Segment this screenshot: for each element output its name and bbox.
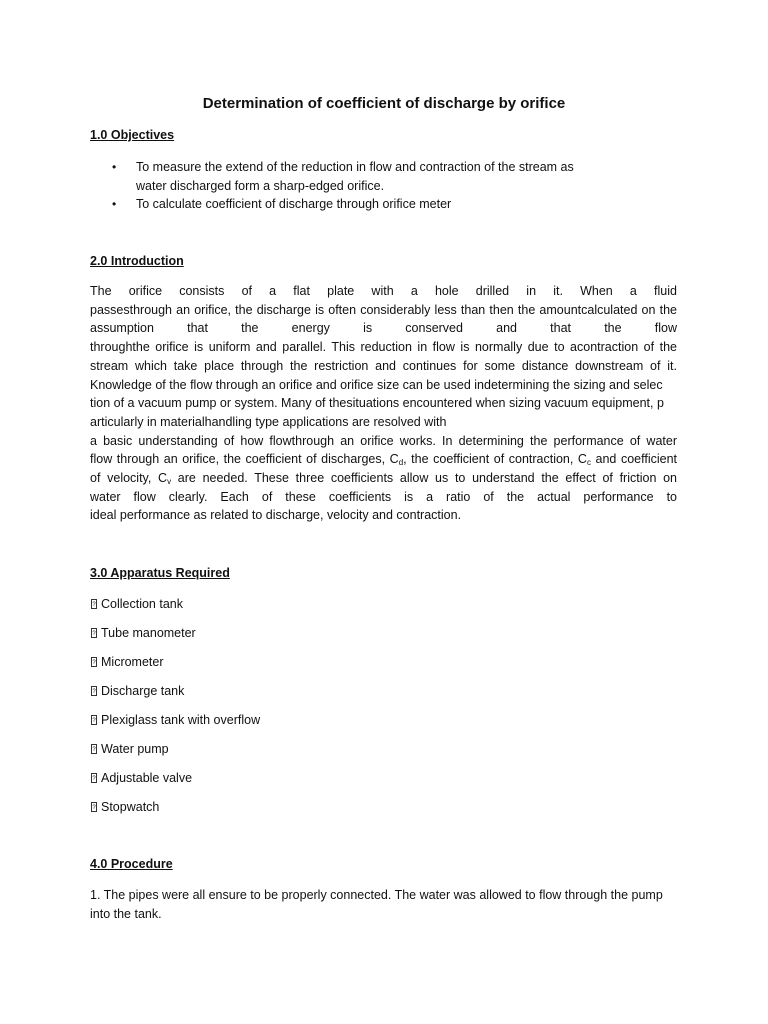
missing-glyph-icon: ? xyxy=(91,744,97,754)
apparatus-item: Stopwatch xyxy=(101,800,160,814)
procedure-heading: 4.0 Procedure xyxy=(90,857,173,871)
missing-glyph-icon: ? xyxy=(91,628,97,638)
intro-line xyxy=(90,469,677,488)
intro-line: throughthe orifice is uniform and parallel. This reduction in flow is normally due to acontraction of the xyxy=(90,340,677,355)
apparatus-item: Micrometer xyxy=(101,655,164,669)
apparatus-item: Tube manometer xyxy=(101,626,196,640)
apparatus-item: Collection tank xyxy=(101,597,183,611)
apparatus-list xyxy=(90,595,260,827)
apparatus-item: Discharge tank xyxy=(101,684,185,698)
list-item xyxy=(90,740,260,769)
document-title: Determination of coefficient of discharge by orifice xyxy=(202,95,566,112)
apparatus-heading: 3.0 Apparatus Required xyxy=(90,566,230,580)
list-item xyxy=(90,595,260,624)
introduction-heading: 2.0 Introduction xyxy=(90,254,184,268)
intro-line: a basic understanding of how flowthrough an orifice works. In determining the performance of water xyxy=(90,433,677,448)
missing-glyph-icon: ? xyxy=(91,599,97,609)
intro-line: stream which take place through the restriction and continues for some distance downstream of it. xyxy=(90,358,677,373)
subscript-d: d xyxy=(398,458,404,468)
intro-text: are needed. These three coefficients allow us to understand the effect of friction on xyxy=(171,471,678,486)
intro-line xyxy=(90,450,677,469)
missing-glyph-icon: ? xyxy=(91,657,97,667)
bullet-icon: • xyxy=(112,197,117,211)
apparatus-item: Adjustable valve xyxy=(101,771,193,785)
intro-text: and coefficient xyxy=(590,452,677,467)
missing-glyph-icon: ? xyxy=(91,802,97,812)
subscript-v: v xyxy=(167,477,172,487)
list-item xyxy=(90,798,260,827)
intro-line: water flow clearly. Each of these coefficients is a ratio of the actual performance to xyxy=(90,489,677,504)
list-item xyxy=(90,624,260,653)
intro-text: of velocity, C xyxy=(90,471,168,486)
objectives-heading: 1.0 Objectives xyxy=(90,128,175,142)
procedure-line: into the tank. xyxy=(90,906,162,921)
intro-text: , the coefficient of contraction, C xyxy=(403,452,587,467)
procedure-line: 1. The pipes were all ensure to be properly connected. The water was allowed to flow through the pump xyxy=(90,888,663,902)
list-item xyxy=(90,158,610,195)
intro-text: flow through an orifice, the coefficient of discharges, C xyxy=(90,452,399,467)
list-item xyxy=(90,682,260,711)
objective-text: water discharged form a sharp-edged orifice. xyxy=(136,178,385,193)
apparatus-item: Water pump xyxy=(101,742,169,756)
apparatus-item: Plexiglass tank with overflow xyxy=(101,713,261,727)
introduction-body xyxy=(90,282,677,525)
procedure-body xyxy=(90,886,677,923)
intro-line: assumption that the energy is conserved and that the flow xyxy=(90,321,677,336)
missing-glyph-icon: ? xyxy=(91,773,97,783)
intro-line: passesthrough an orifice, the discharge is often considerably less than then the amountcalculated on the xyxy=(90,302,677,317)
list-item xyxy=(90,653,260,682)
list-item xyxy=(90,769,260,798)
objective-text: To calculate coefficient of discharge through orifice meter xyxy=(136,197,452,211)
bullet-icon: • xyxy=(112,160,117,174)
list-item xyxy=(90,195,610,214)
list-item xyxy=(90,711,260,740)
intro-line: The orifice consists of a flat plate with a hole drilled in it. When a fluid xyxy=(90,284,677,298)
objective-text: To measure the extend of the reduction in flow and contraction of the stream as xyxy=(136,160,574,174)
missing-glyph-icon: ? xyxy=(91,686,97,696)
missing-glyph-icon: ? xyxy=(91,715,97,725)
intro-line: tion of a vacuum pump or system. Many of thesituations encountered when sizing vacuum equipment, p xyxy=(90,396,664,411)
objectives-list xyxy=(90,158,610,214)
intro-line: Knowledge of the flow through an orifice and orifice size can be used indetermining the sizing and selec xyxy=(90,377,663,392)
intro-line: articularly in materialhandling type applications are resolved with xyxy=(90,414,447,429)
intro-line: ideal performance as related to discharge, velocity and contraction. xyxy=(90,508,462,523)
subscript-c: c xyxy=(586,458,591,468)
